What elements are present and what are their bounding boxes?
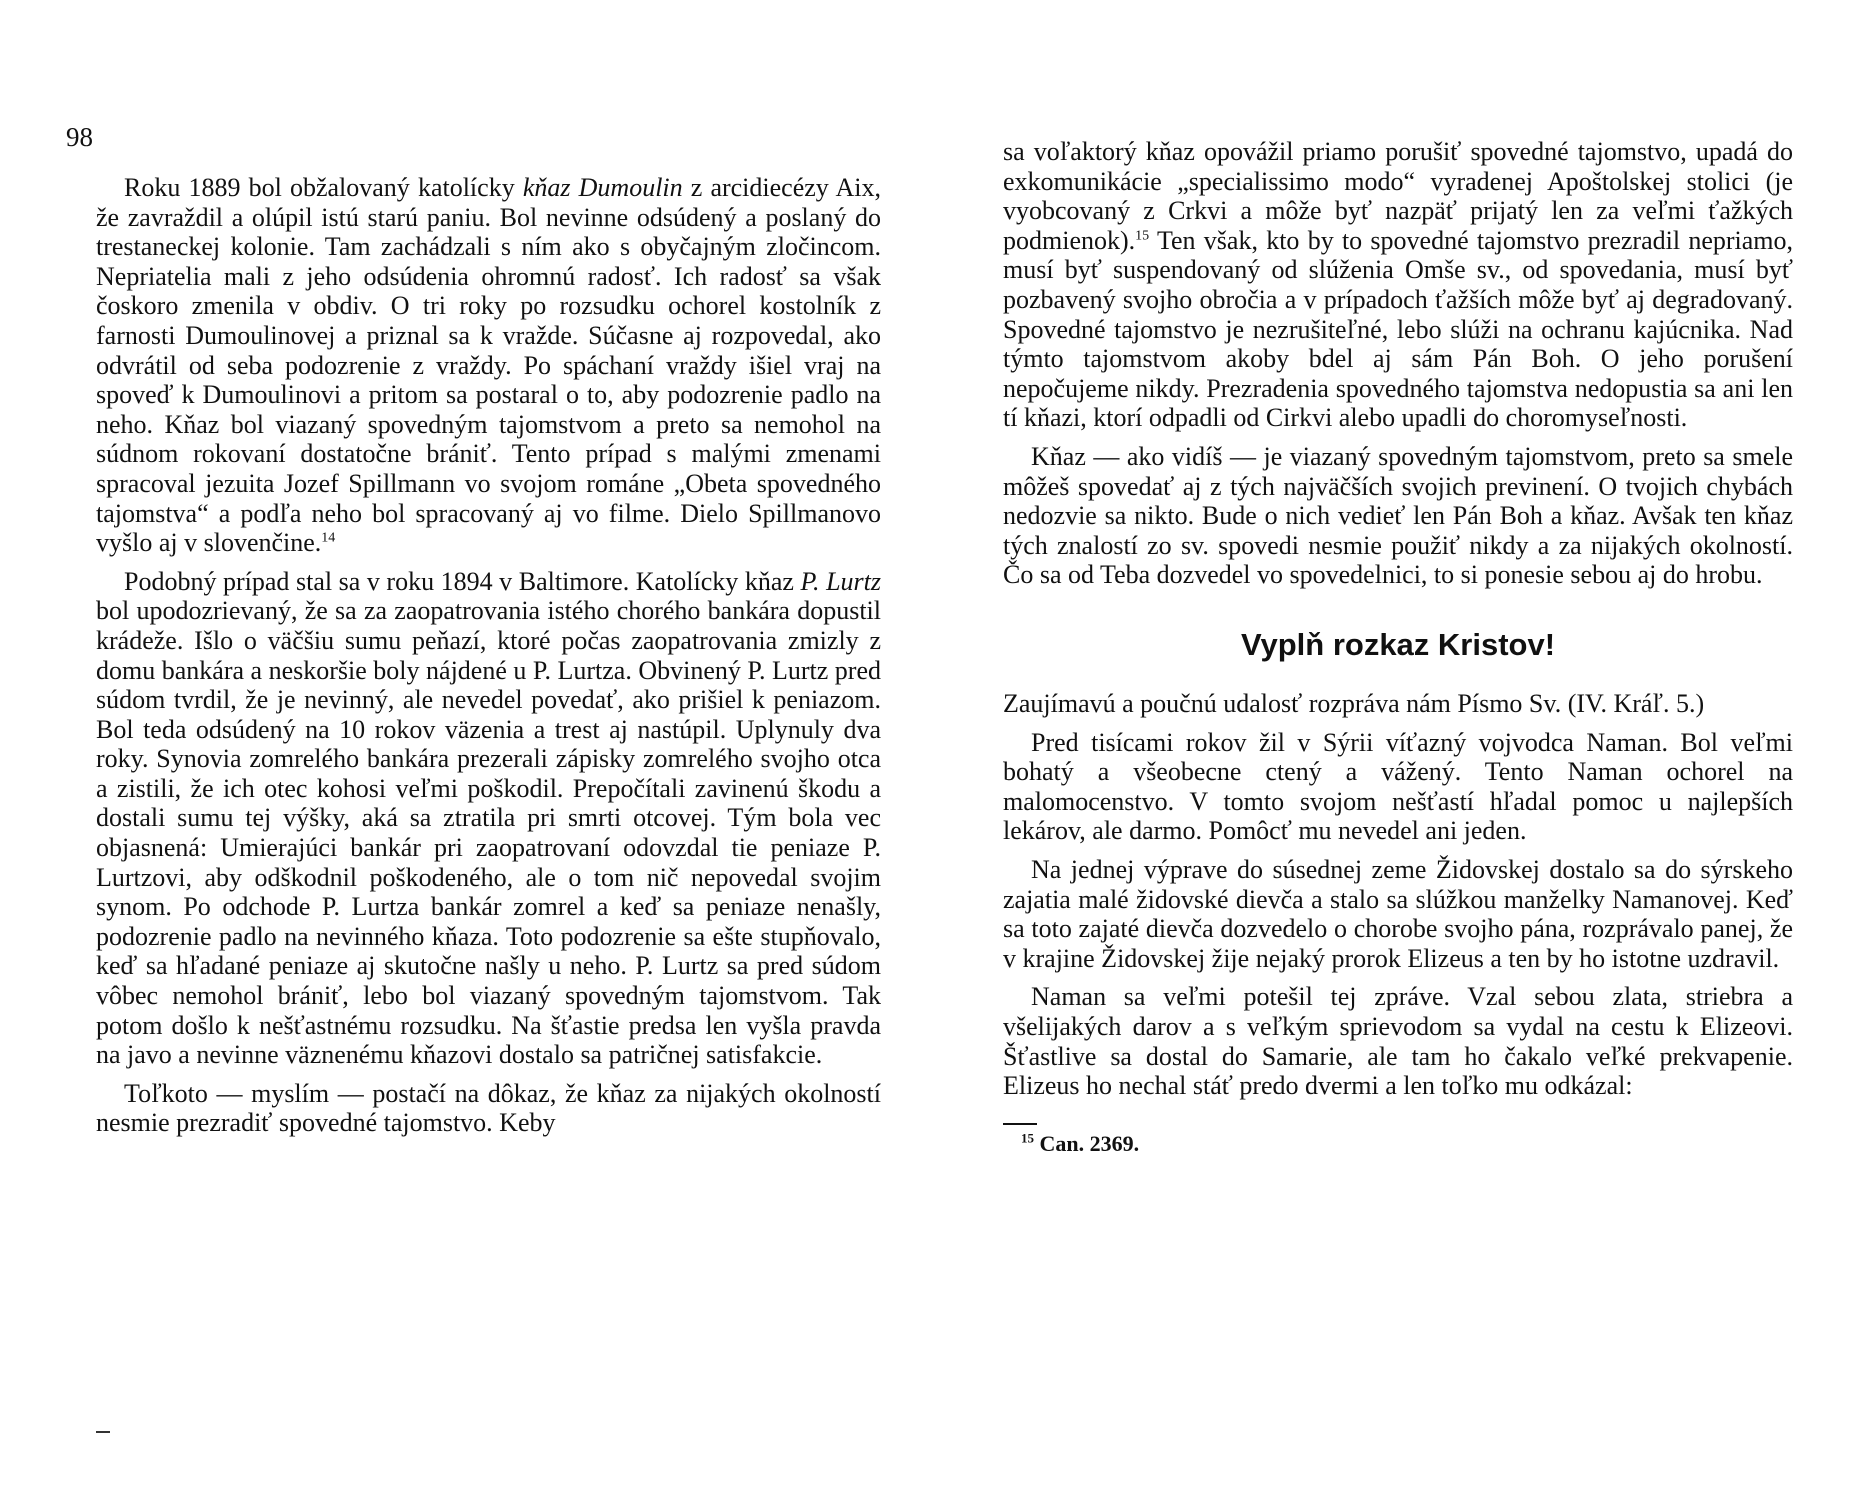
text-run: Zaujímavú a poučnú udalosť rozpráva nám Písmo Sv. (IV. Kráľ. 5.): [1003, 689, 1705, 718]
text-run: Roku 1889 bol obžalovaný katolícky: [124, 173, 523, 202]
text-run: Toľkoto — myslím — postačí na dôkaz, že kňaz za nijakých okolností nesmie prezradiť spovedné tajomstvo. Keby: [96, 1078, 881, 1138]
left-text-column: [96, 173, 881, 1138]
right-paragraphs-after: [1003, 689, 1793, 1101]
paragraph: [1003, 689, 1793, 719]
text-run: Kňaz — ako vidíš — je viazaný spovedným tajomstvom, preto sa smele môžeš spovedať aj z tých najväčších svojich previnení. O tvojich chybách nedozvie sa nikto. Bude o nich vedieť len Pán Boh a kňaz. Avšak ten kňaz tých znalostí zo sv. spovedi nesmie použiť nikdy a za nijakých okolností. Čo sa od Teba dozvedel vo spovedelnici, to si ponesie sebou aj do hrobu.: [1003, 441, 1793, 590]
emphasis-text: P. Lurtz: [800, 566, 882, 596]
right-paragraphs-before: [1003, 137, 1793, 590]
page-number: 98: [66, 122, 93, 152]
paragraph: [1003, 855, 1793, 973]
paragraph: [96, 173, 881, 558]
stray-mark: [96, 1431, 110, 1433]
footnote-text: Can. 2369.: [1039, 1130, 1140, 1156]
footnote-rule: [1003, 1123, 1037, 1125]
paragraph: [96, 1079, 881, 1138]
footnote: [1003, 1131, 1793, 1157]
right-text-column: [1003, 137, 1793, 1157]
footnote-ref: 14: [321, 530, 336, 546]
footnote-mark: 15: [1021, 1130, 1034, 1146]
paragraph: [1003, 442, 1793, 590]
text-run: sa voľaktorý kňaz opovážil priamo porušiť spovedné tajomstvo, upadá do exkomunikácie „specialissimo modo“ vyradenej Apoštolskej stolici (je vyobcovaný z Crkvi a môže byť nazpäť prijatý len za veľmi ťažkých podmienok).: [1003, 137, 1793, 255]
paragraph: [1003, 728, 1793, 846]
text-run: Na jednej výprave do súsednej zeme Židovskej dostalo sa do sýrskeho zajatia malé židovské dievča a stalo sa slúžkou manželky Namanovej. Keď sa toto zajaté dievča dozvedelo o chorobe svojho pána, rozprávalo panej, že v krajine Židovskej žije nejaký prorok Elizeus a ten by ho istotne uzdravil.: [1003, 854, 1793, 973]
text-run: z arcidiecézy Aix, že zavraždil a olúpil istú starú paniu. Bol nevinne odsúdený a poslaný do trestaneckej kolonie. Tam zachádzali s ním ako s obyčajným zločincom. Nepriatelia mali z jeho odsúdenia ohromnú radosť. Ich radosť sa však čoskoro zmenila v obdiv. O tri roky po rozsudku ochorel kostolník z farnosti Dumoulinovej a priznal sa k vražde. Súčasne aj rozpovedal, ako odvrátil od seba podozrenie z vraždy. Po spáchaní vraždy išiel vraj na spoveď k Dumoulinovi a pritom sa postaral o to, aby podozrenie padlo na neho. Kňaz bol viazaný spovedným tajomstvom a preto sa nemohol na súdnom rokovaní dostatočne brániť. Tento prípad s malými zmenami spracoval jezuita Jozef Spillmann vo svojom románe „Obeta spovedného tajomstva“ a podľa neho bol spracovaný aj vo filme. Dielo Spillmanovo vyšlo aj v slovenčine.: [96, 173, 881, 558]
text-run: bol upodozrievaný, že sa za zaopatrovania istého chorého bankára dopustil krádeže. Išlo o väčšiu sumu peňazí, ktoré počas zaopatrovania zmizly z domu bankára a neskoršie boly nájdené u P. Lurtza. Obvinený P. Lurtz pred súdom tvrdil, že je nevinný, ale nevedel povedať, ako prišiel k peniazom. Bol teda odsúdený na 10 rokov väzenia a trest aj nastúpil. Uplynuly dva roky. Synovia zomrelého bankára prezerali zápisky zomrelého svojho otca a zistili, že ich otec kohosi veľmi poškodil. Prepočítali zavinenú škodu a dostali sumu tej výšky, aká sa ztratila pri smrti otcovej. Tým bola vec objasnená: Umierajúci bankár pri zaopatrovaní odovzdal tie peniaze P. Lurtzovi, aby odškodnil poškodeného, ale o tom nič nepovedal svojim synom. Po odchode P. Lurtza bankár zomrel a keď sa peniaze nenašly, podozrenie padlo na nevinného kňaza. Toto podozrenie sa ešte stupňovalo, keď sa hľadané peniaze aj skutočne našly u neho. P. Lurtz sa pred súdom vôbec nemohol brániť, lebo bol viazaný spovedným tajomstvom. Tak potom došlo k nešťastnému rozsudku. Na šťastie predsa len vyšla pravda na javo a nevinne väznenému kňazovi dostalo sa patričnej satisfakcie.: [96, 596, 881, 1070]
text-run: Ten však, kto by to spovedné tajomstvo prezradil nepriamo, musí byť suspendovaný od slúženia Omše sv., od spovedania, musí byť pozbavený svojho obročia a v prípadoch ťažších môže byť aj degradovaný. Spovedné tajomstvo je nezrušiteľné, lebo slúži na ochranu kajúcnika. Nad týmto tajomstvom akoby bdel aj sám Pán Boh. O jeho porušení nepočujeme nikdy. Prezradenia spovedného tajomstva nedopustia sa ani len tí kňazi, ktorí odpadli od Cirkvi alebo upadli do choromyseľnosti.: [1003, 225, 1793, 433]
section-heading: Vyplň rozkaz Kristov!: [1240, 626, 1556, 662]
paragraph: [1003, 137, 1793, 433]
paragraph: [96, 567, 881, 1070]
emphasis-text: kňaz Dumoulin: [522, 173, 683, 202]
footnote-ref: 15: [1135, 228, 1150, 244]
text-run: Naman sa veľmi potešil tej zpráve. Vzal sebou zlata, striebra a všelijakých darov a s veľkým sprievodom sa vydal na cestu k Elizeovi. Šťastlive sa dostal do Samarie, ale tam ho čakalo veľké prekvapenie. Elizeus ho nechal stáť predo dvermi a len toľko mu odkázal:: [1003, 982, 1793, 1101]
text-run: Podobný prípad stal sa v roku 1894 v Baltimore. Katolícky kňaz: [124, 566, 801, 596]
text-run: Pred tisícami rokov žil v Sýrii víťazný vojvodca Naman. Bol veľmi bohatý a všeobecne ctený a vážený. Tento Naman ochorel na malomocenstvo. V tomto svojom nešťastí hľadal pomoc u najlepších lekárov, ale darmo. Pomôcť mu nevedel ani jeden.: [1003, 727, 1793, 846]
paragraph: [1003, 982, 1793, 1100]
